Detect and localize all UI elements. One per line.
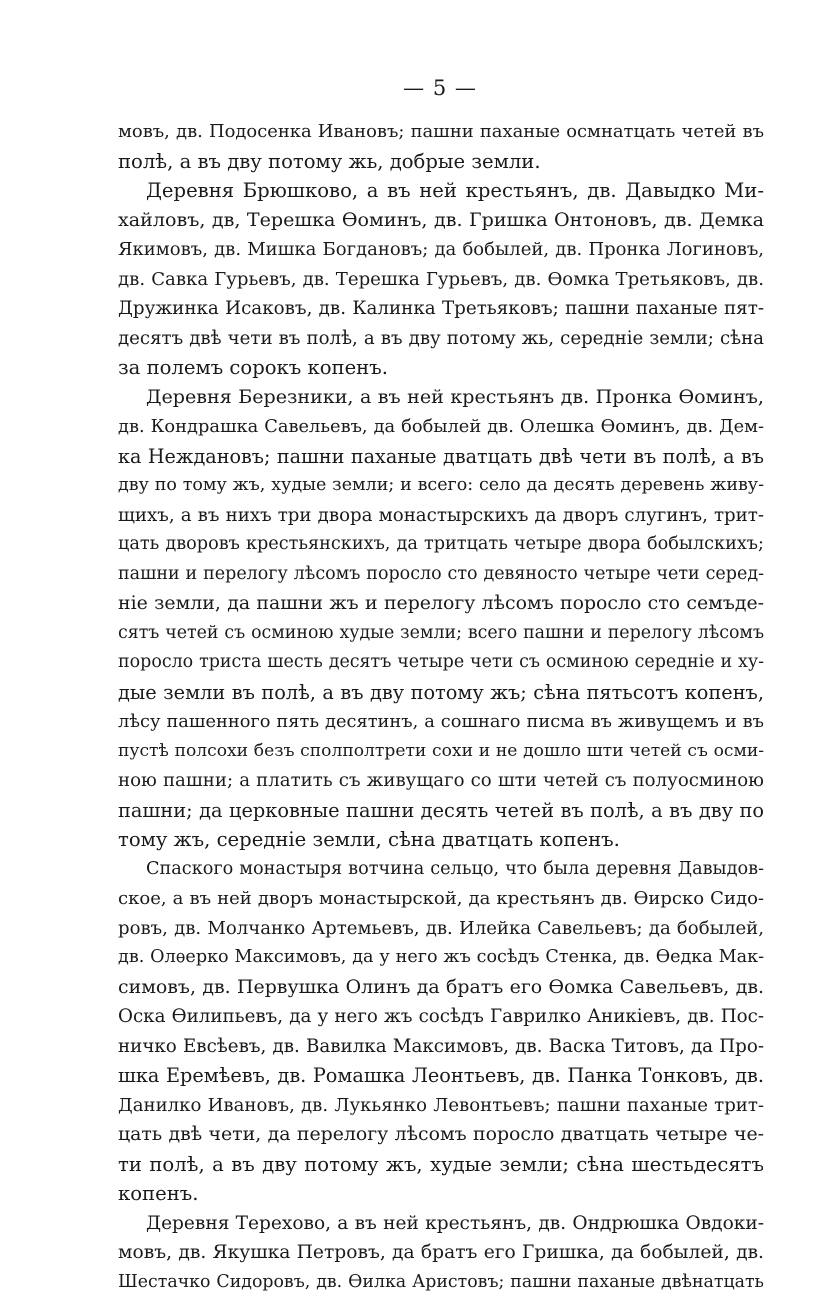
text-line: дые земли въ полѣ, а въ дву потому жъ; сѣна пятьсотъ копенъ, bbox=[118, 678, 764, 708]
text-line: хайловъ, дв, Терешка Ѳоминъ, дв. Гришка Онтоновъ, дв. Демка bbox=[118, 206, 764, 236]
text-line: ское, а въ ней дворъ монастырской, да крестьянъ дв. Ѳирско Сидо- bbox=[118, 884, 764, 914]
text-line: поросло триста шесть десятъ четыре чети съ осминою середнiе и ху- bbox=[118, 648, 764, 678]
text-line: Дружинка Исаковъ, дв. Калинка Третьяковъ; пашни паханые пят- bbox=[118, 294, 764, 324]
text-line: нiе земли, да пашни жъ и перелогу лѣсомъ поросло сто семъде- bbox=[118, 589, 764, 619]
text-line: десятъ двѣ чети въ полѣ, а въ дву потому жь, середнiе земли; сѣна bbox=[118, 324, 764, 354]
text-line: щихъ, а въ нихъ три двора монастырскихъ да дворъ слугинъ, трит- bbox=[118, 501, 764, 531]
text-line: мовъ, дв. Подосенка Ивановъ; пашни паханые осмнатцать четей въ bbox=[118, 117, 764, 147]
text-line: дв. Кондрашка Савельевъ, да бобылей дв. Олешка Ѳоминъ, дв. Дем- bbox=[118, 412, 764, 442]
text-line: за полемъ сорокъ копенъ. bbox=[118, 353, 764, 383]
text-line: ровъ, дв. Молчанко Артемьевъ, дв. Илейка Савельевъ; да бобылей, bbox=[118, 914, 764, 944]
text-line: симовъ, дв. Первушка Олинъ да братъ его Ѳомка Савельевъ, дв. bbox=[118, 973, 764, 1003]
text-line: Деревня Березники, а въ ней крестьянъ дв. Пронка Ѳоминъ, bbox=[118, 383, 764, 413]
text-line: дв. Олѳерко Максимовъ, да у него жъ сосѣдъ Стенка, дв. Ѳедка Мак- bbox=[118, 943, 764, 973]
paragraph bbox=[118, 1209, 764, 1297]
paragraph bbox=[118, 176, 764, 383]
text-line: ничко Евсѣевъ, дв. Вавилка Максимовъ, дв. Васка Титовъ, да Про- bbox=[118, 1032, 764, 1062]
text-line: ти полѣ, а въ дву потому жъ, худые земли; сѣна шестьдесятъ bbox=[118, 1150, 764, 1180]
text-line: копенъ. bbox=[118, 1179, 764, 1209]
text-line: сятъ четей съ осминою худые земли; всего пашни и перелогу лѣсомъ bbox=[118, 619, 764, 649]
page-number: — 5 — bbox=[0, 76, 840, 100]
text-line: тому жъ, середнiе земли, сѣна дватцать копенъ. bbox=[118, 825, 764, 855]
text-line: полѣ, а въ дву потому жь, добрые земли. bbox=[118, 147, 764, 177]
text-line: ка Неждановъ; пашни паханые дватцать двѣ чети въ полѣ, а въ bbox=[118, 442, 764, 472]
paragraph bbox=[118, 117, 764, 176]
text-line: дв. Савка Гурьевъ, дв. Терешка Гурьевъ, дв. Ѳомка Третьяковъ, дв. bbox=[118, 265, 764, 295]
paragraph bbox=[118, 383, 764, 855]
text-line: Деревня Терехово, а въ ней крестьянъ, дв. Ондрюшка Овдоки- bbox=[118, 1209, 764, 1239]
text-line: Спаского монастыря вотчина сельцо, что была деревня Давыдов- bbox=[118, 855, 764, 885]
text-line: цать двѣ чети, да перелогу лѣсомъ поросло дватцать четыре че- bbox=[118, 1120, 764, 1150]
paragraph bbox=[118, 855, 764, 1209]
text-line: шка Еремѣевъ, дв. Ромашка Леонтьевъ, дв. Панка Тонковъ, дв. bbox=[118, 1061, 764, 1091]
text-line: Деревня Брюшково, а въ ней крестьянъ, дв. Давыдко Ми- bbox=[118, 176, 764, 206]
text-line: пашни; да церковные пашни десять четей въ полѣ, а въ дву по bbox=[118, 796, 764, 826]
text-line: лѣсу пашенного пять десятинъ, а сошнаго писма въ живущемъ и въ bbox=[118, 707, 764, 737]
text-line: Шестачко Сидоровъ, дв. Ѳилка Аристовъ; пашни паханые двѣнатцать bbox=[118, 1268, 764, 1297]
text-line: пустѣ полсохи безъ сполполтрети сохи и не дошло шти четей съ осми- bbox=[118, 737, 764, 767]
text-line: ною пашни; а платить съ живущаго со шти четей съ полуосминою bbox=[118, 766, 764, 796]
text-line: пашни и перелогу лѣсомъ поросло сто девяносто четыре чети серед- bbox=[118, 560, 764, 590]
text-line: дву по тому жъ, худые земли; и всего: село да десять деревень живу- bbox=[118, 471, 764, 501]
text-line: Оска Ѳилипьевъ, да у него жъ сосѣдъ Гаврилко Аникiевъ, дв. Пос- bbox=[118, 1002, 764, 1032]
text-line: цать дворовъ крестьянскихъ, да тритцать четыре двора бобылскихъ; bbox=[118, 530, 764, 560]
text-line: Якимовъ, дв. Мишка Богдановъ; да бобылей, дв. Пронка Логиновъ, bbox=[118, 235, 764, 265]
body-text bbox=[118, 117, 764, 1297]
text-line: Данилко Ивановъ, дв. Лукьянко Левонтьевъ; пашни паханые трит- bbox=[118, 1091, 764, 1121]
text-line: мовъ, дв. Якушка Петровъ, да братъ его Гришка, да бобылей, дв. bbox=[118, 1238, 764, 1268]
